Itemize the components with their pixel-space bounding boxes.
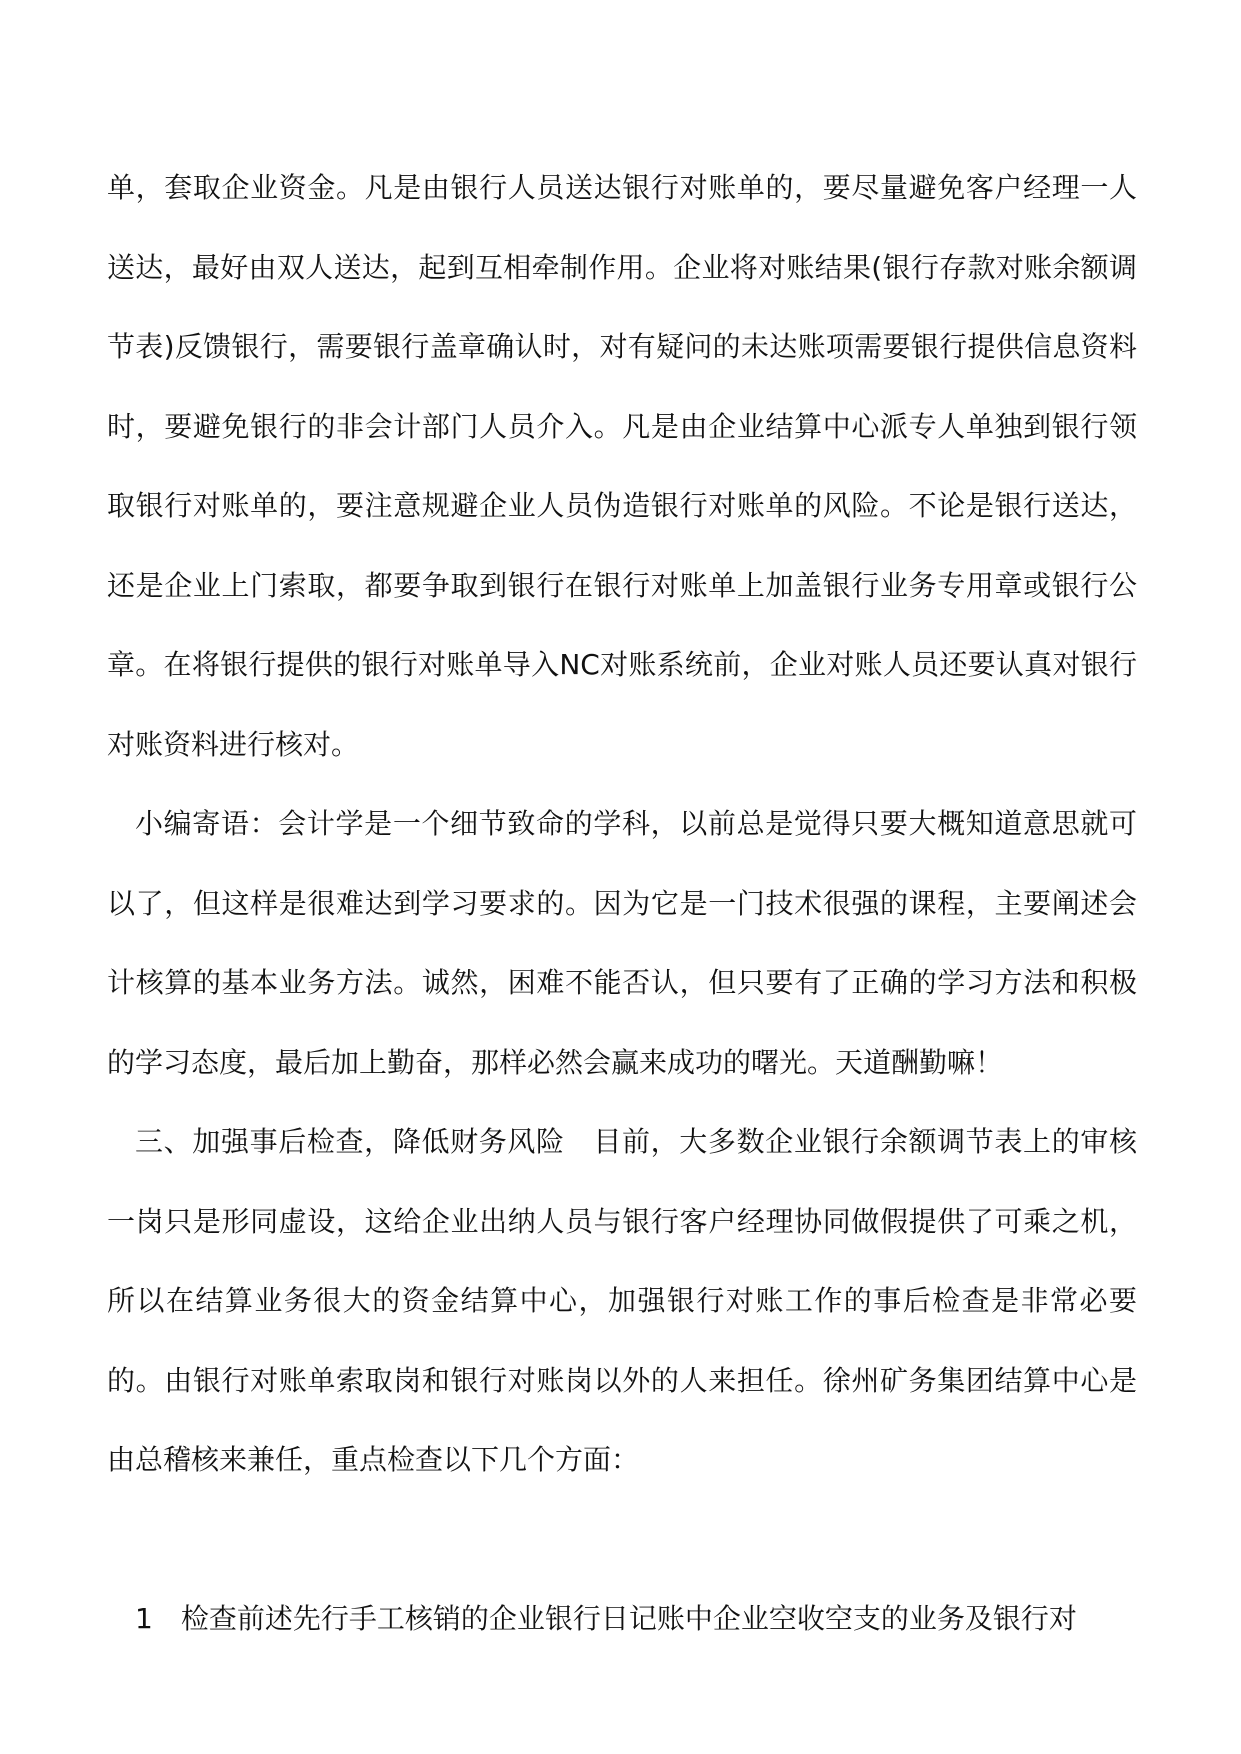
paragraph-item-one: 1 检查前述先行手工核销的企业银行日记账中企业空收空支的业务及银行对 — [135, 1602, 1077, 1635]
paragraph-section-three: 三、加强事后检查，降低财务风险 目前，大多数企业银行余额调节表上的审核一岗只是形同虚设，这给企业出纳人员与银行客户经理协同做假提供了可乘之机，所以在结算业务很大的资金结算中心，加强银行对账工作的事后检查是非常必要的。由银行对账单索取岗和银行对账岗以外的人来担任。徐州矿务集团结算中心是由总稽核来兼任，重点检查以下几个方面： — [107, 1125, 1137, 1476]
paragraph-editor-note: 小编寄语：会计学是一个细节致命的学科，以前总是觉得只要大概知道意思就可以了，但这样是很难达到学习要求的。因为它是一门技术很强的课程，主要阐述会计核算的基本业务方法。诚然，困难不能否认，但只要有了正确的学习方法和积极的学习态度，最后加上勤奋，那样必然会赢来成功的曙光。天道酬勤嘛！ — [107, 807, 1137, 1079]
paragraph-bank-statement-delivery: 单，套取企业资金。凡是由银行人员送达银行对账单的，要尽量避免客户经理一人送达，最好由双人送达，起到互相牵制作用。企业将对账结果(银行存款对账余额调节表)反馈银行，需要银行盖章确认时，对有疑问的未达账项需要银行提供信息资料时，要避免银行的非会计部门人员介入。凡是由企业结算中心派专人单独到银行领取银行对账单的，要注意规避企业人员伪造银行对账单的风险。不论是银行送达，还是企业上门索取，都要争取到银行在银行对账单上加盖银行业务专用章或银行公章。在将银行提供的银行对账单导入NC对账系统前，企业对账人员还要认真对银行对账资料进行核对。 — [107, 171, 1137, 761]
